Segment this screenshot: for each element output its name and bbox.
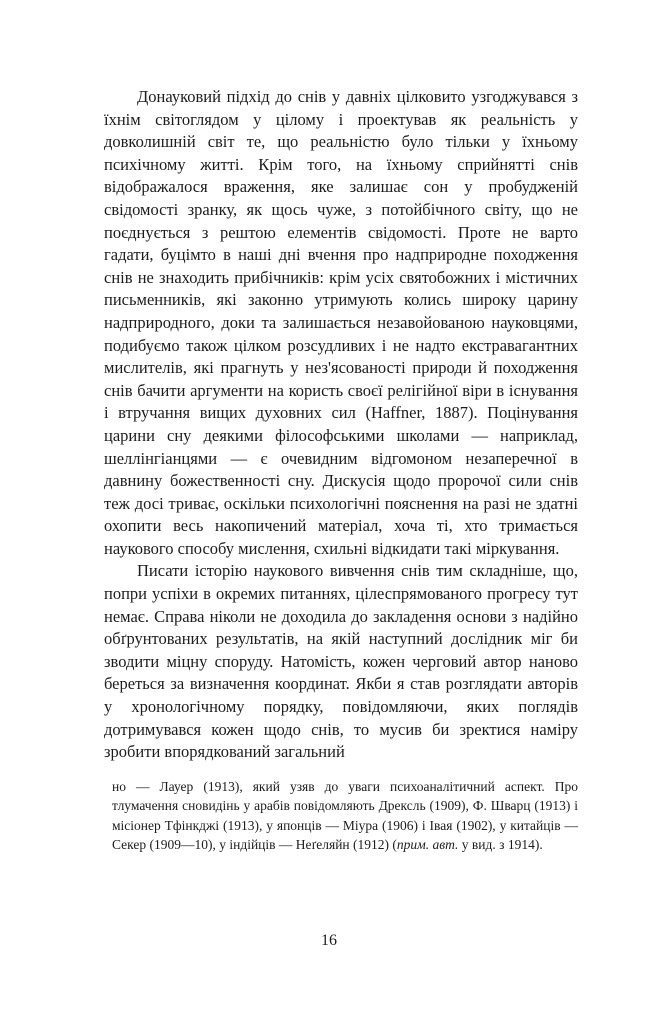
footnote-text: но — Лауер (1913), який узяв до уваги психоаналітичний аспект. Про тлумачення сновидінь у арабів повідомляють Дрексль (1909), Ф. Шварц (1913) і місіонер Тфінкджі (1913), у японців — Міура (1906) і Івая (1902), у китайців — Секер (1909—10), у індійців — Неґеляйн (1912) ( — [112, 778, 578, 853]
footnote-text-end: у вид. з 1914). — [458, 837, 543, 853]
main-text — [104, 86, 578, 764]
paragraph-history-of-study: Писати історію наукового вивчення снів тим складніше, що, попри успіхи в окремих питаннях, цілеспрямованого прогресу тут немає. Справа ніколи не доходила до закладення основи з надійно обґрунтованих результатів, на якій наступний дослідник міг би зводити міцну споруду. Натомість, кожен черговий автор наново береться за визначення координат. Якби я став розглядати авторів у хронологічному порядку, повідомляючи, яких поглядів дотримувався кожен щодо снів, то мусив би зректися наміру зробити впорядкований загальний — [104, 561, 578, 762]
footnote-author-note: прим. авт. — [396, 837, 459, 853]
footnote — [112, 777, 578, 855]
paragraph-dream-prescientific: Донауковий підхід до снів у давніх цілковито узгоджувався з їхнім світоглядом у цілому і проектував як реальність у довколишній світ те, що реальністю було тільки у їхньому психічному житті. Крім того, на їхньому сприйнятті снів відображалося враження, яке залишає сон у пробудженій свідомості зранку, як щось чуже, з потойбічного світу, що не поєднується з рештою елементів свідомості. Проте не варто гадати, буцімто в наші дні вчення про надприродне походження снів не знаходить прибічників: крім усіх святобожних і містичних письменників, які законно утримують колись широку царину надприродного, доки та залишається незавойованою науковцями, подибуємо також цілком розсудливих і не надто екстравагантних мислителів, які прагнуть у нез'ясованості природи й походження снів бачити аргументи на користь своєї релігійної віри в існування і втручання вищих духовних сил (Haffner, 1887). Поцінування царини сну деякими філософськими школами — наприклад, шеллінгіанцями — є очевидним відгомоном незаперечної в давнину божественності сну. Дискусія щодо пророчої сили снів теж досі триває, оскільки психологічні пояснення на разі не здатні охопити весь накопичений матеріал, хоча ті, хто тримається наукового способу мислення, схильні відкидати такі міркування. — [104, 87, 578, 558]
page-number: 16 — [321, 932, 337, 949]
